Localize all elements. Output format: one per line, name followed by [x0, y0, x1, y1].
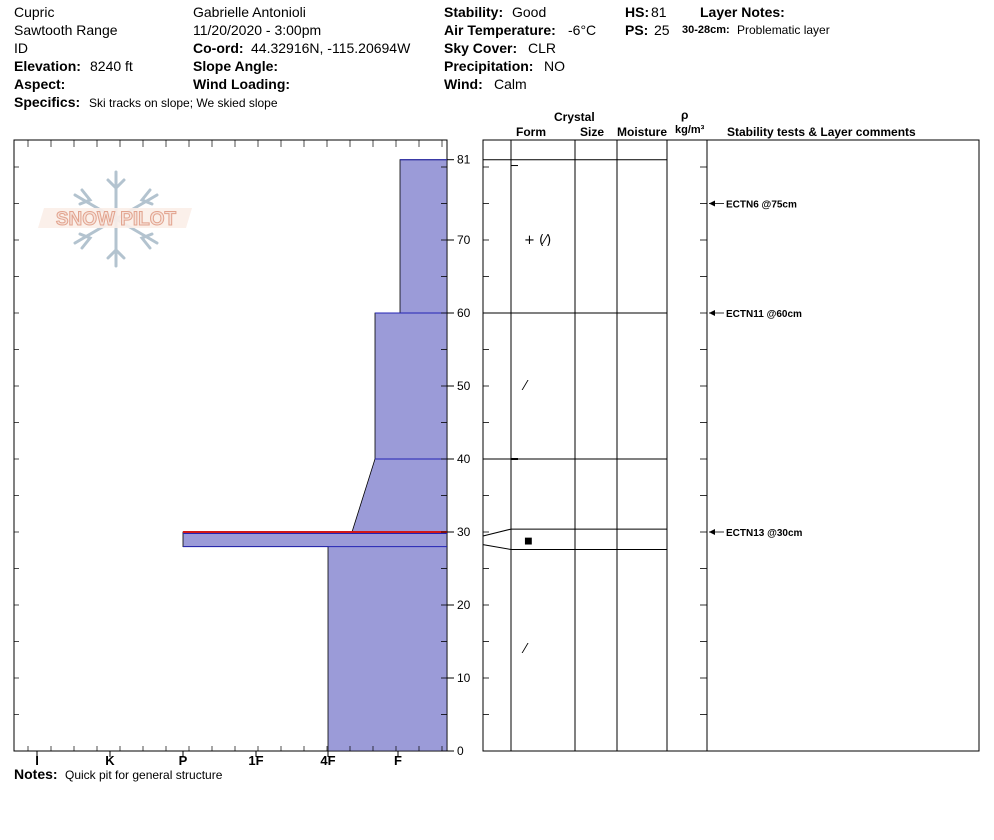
stability-label: Stability: — [444, 4, 504, 20]
notes-label: Notes: — [14, 766, 58, 782]
sky-cover-label: Sky Cover: — [444, 40, 518, 56]
logo-text: SNOW PILOT — [55, 209, 177, 230]
coord-value: 44.32916N, -115.20694W — [251, 40, 411, 56]
stability-test-label-0: ECTN6 @75cm — [726, 199, 797, 211]
specifics-value: Ski tracks on slope; We skied slope — [89, 96, 278, 110]
air-temp-value: -6°C — [568, 22, 597, 38]
stability-test-label-1: ECTN11 @60cm — [726, 309, 802, 320]
hs-label: HS: — [625, 4, 650, 20]
notes-value: Quick pit for general structure — [65, 768, 223, 782]
stability-comments-header: Stability tests & Layer comments — [727, 125, 916, 139]
range: Sawtooth Range — [14, 22, 118, 38]
snow-pilot-logo — [38, 168, 194, 270]
precipitation-label: Precipitation: — [444, 58, 534, 74]
layer-table-frame — [483, 140, 979, 751]
layer-note-depth: 30-28cm: — [682, 24, 730, 36]
depth-label-50: 50 — [457, 379, 471, 393]
stability-value: Good — [512, 4, 547, 20]
layer-note-text: Problematic layer — [737, 23, 830, 37]
density-symbol: ρ — [681, 108, 689, 122]
hardness-label-K: K — [105, 753, 115, 768]
elevation-value: 8240 ft — [90, 58, 133, 74]
wind-label: Wind: — [444, 76, 483, 92]
depth-label-70: 70 — [457, 233, 471, 247]
observer: Gabrielle Antonioli — [193, 4, 306, 20]
sky-cover-value: CLR — [528, 40, 557, 56]
grain-form-symbol-3: ⁄ — [524, 641, 527, 657]
air-temp-label: Air Temperature: — [444, 22, 556, 38]
wind-loading-label: Wind Loading: — [193, 76, 291, 92]
specifics-label: Specifics: — [14, 94, 81, 110]
density-unit: kg/m³ — [675, 124, 705, 136]
hs-value: 81 — [651, 4, 667, 20]
grain-form-symbol-0: + (⁄) — [524, 233, 552, 248]
location: Cupric — [14, 4, 55, 20]
depth-label-60: 60 — [457, 306, 471, 320]
ps-value: 25 — [654, 22, 670, 38]
precipitation-value: NO — [544, 58, 565, 74]
depth-label-20: 20 — [457, 598, 471, 612]
coord-label: Co-ord: — [193, 40, 244, 56]
hardness-label-F: F — [394, 753, 402, 768]
depth-label-81: 81 — [457, 152, 471, 167]
slope-angle-label: Slope Angle: — [193, 58, 279, 74]
aspect-label: Aspect: — [14, 76, 66, 92]
grain-form-symbol-2: ■ — [524, 536, 533, 547]
datetime: 11/20/2020 - 3:00pm — [193, 22, 322, 38]
ps-label: PS: — [625, 22, 649, 38]
stability-arrowhead-2 — [709, 529, 715, 535]
state: ID — [14, 40, 28, 56]
stability-arrowhead-1 — [709, 310, 715, 316]
depth-label-30: 30 — [457, 525, 471, 539]
stability-arrowhead-0 — [709, 201, 715, 207]
crystal-header: Crystal — [554, 110, 595, 124]
depth-label-40: 40 — [457, 452, 471, 466]
stability-test-label-2: ECTN13 @30cm — [726, 528, 803, 539]
hardness-label-4F: 4F — [320, 753, 336, 768]
size-header: Size — [580, 125, 605, 139]
grain-form-symbol-1: ⁄ — [524, 379, 527, 394]
form-header: Form — [516, 125, 546, 139]
elevation-label: Elevation: — [14, 58, 81, 74]
layer-notes-label: Layer Notes: — [700, 4, 785, 20]
hardness-label-I: I — [35, 753, 39, 768]
depth-label-10: 10 — [457, 671, 471, 685]
hardness-label-1F: 1F — [248, 753, 264, 768]
moisture-header: Moisture — [617, 125, 668, 139]
depth-label-0: 0 — [457, 744, 464, 758]
hardness-profile — [183, 160, 447, 751]
hardness-label-P: P — [178, 753, 188, 768]
wind-value: Calm — [494, 76, 527, 92]
